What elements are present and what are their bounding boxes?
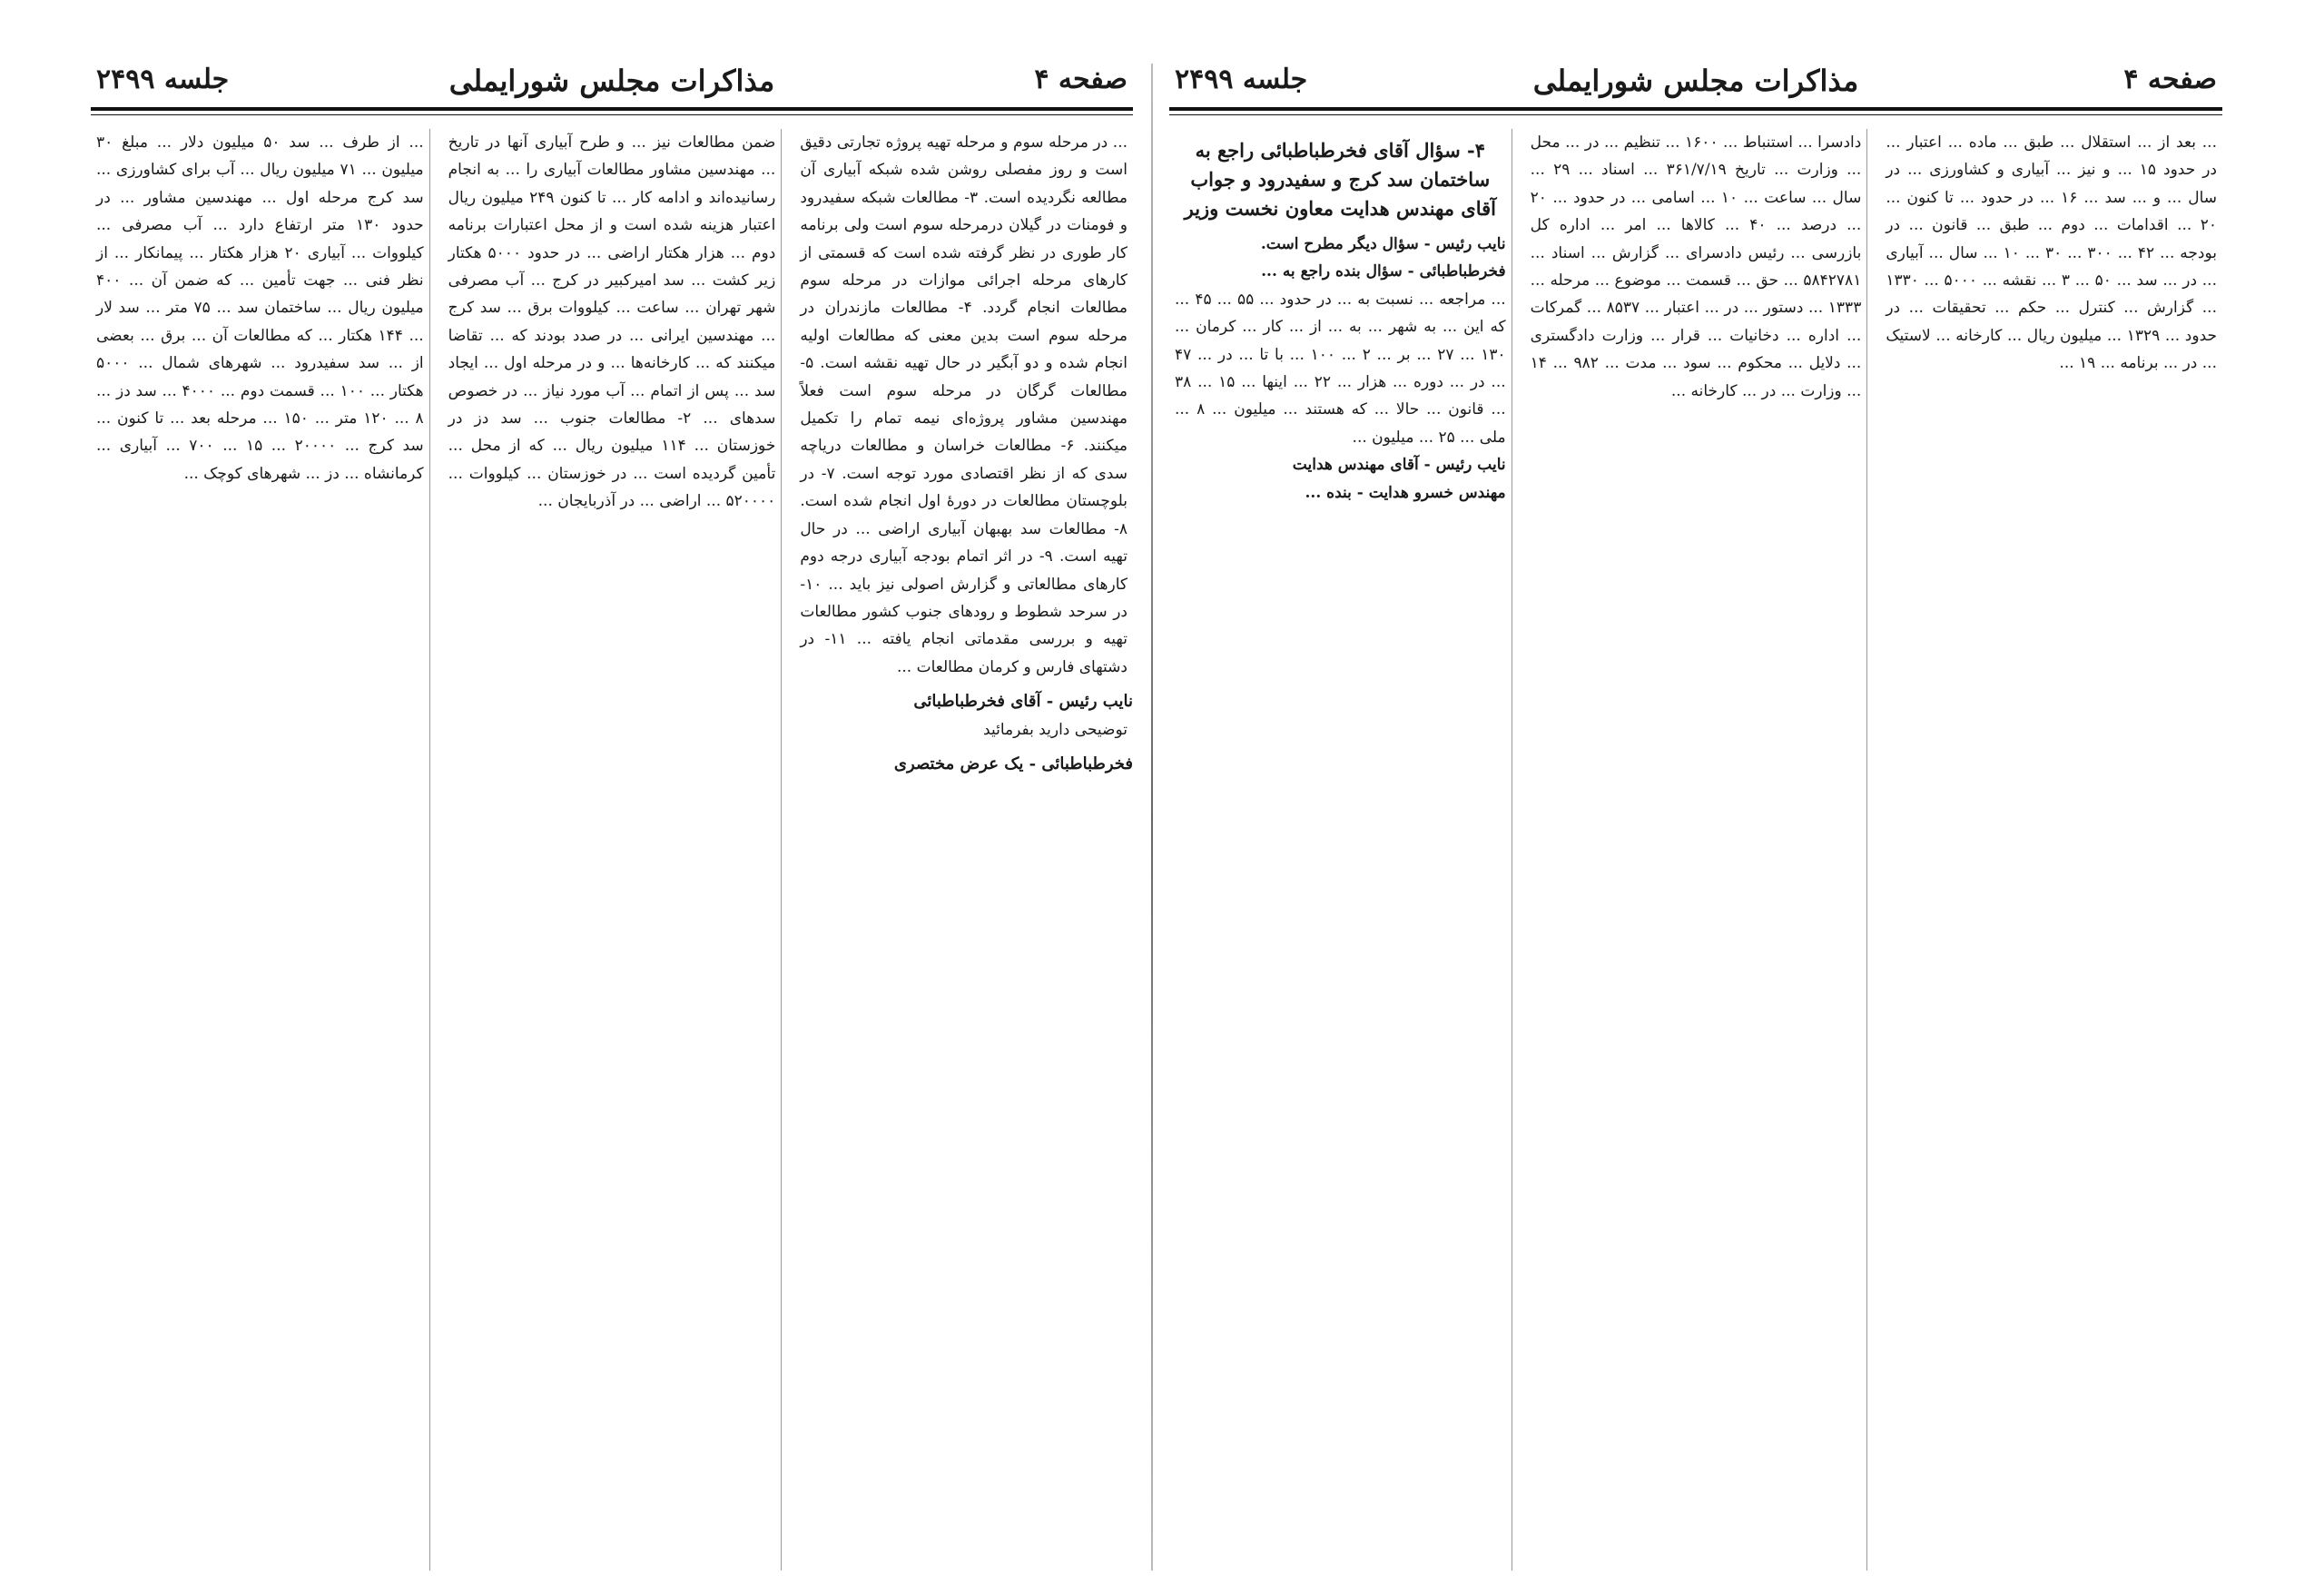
right-page-header <box>1169 64 2222 105</box>
text-column <box>794 129 1133 1571</box>
speaker-line: نایب رئیس - آقای مهندس هدایت <box>1292 456 1506 475</box>
page-gutter <box>1151 64 1153 1571</box>
left-page-columns <box>91 129 1133 1571</box>
column-text: ... بعد از ... استقلال ... طبق ... ماده ... اعتبار ... در حدود ۱۵ ... و نیز ... آبیاری و کشاورزی ... در سال ... و ... سد ... ۱۶ ... در حدود ... تا کنون ... ۲۰ ... اقدامات ... دوم ... طبق ... قانون ... در بودجه ... ۴۲ ... ۳۰۰ ... ۳۰ ... ۱۰ ... سال ... آبیاری ... در ... سد ... ۵۰ ... ۳ ... نقشه ... ۵۰۰۰ ... ۱۳۳۰ ... گزارش ... کنترل ... حکم ... تحقیقات ... در حدود ... ۱۳۲۹ ... میلیون ریال ... کارخانه ... لاستیک ... در ... برنامه ... ۱۹ ... <box>1886 133 2218 373</box>
publication-title: مذاکرات مجلس شورایملی <box>448 64 775 98</box>
header-rule-thin <box>91 114 1133 115</box>
header-rule-thin <box>1169 114 2222 115</box>
column-text: دادسرا ... استنباط ... ۱۶۰۰ ... تنظیم ... در ... محل ... وزارت ... تاریخ ۳۶۱/۷/۱۹ ... اسناد ... ۲۹ ... سال ... ساعت ... ۱۰ ... اسامی ... در حدود ... ۲۰ ... درصد ... ۴۰ ... کالاها ... امر ... اداره کل بازرسی ... رئیس دادسرای ... گزارش ... اسناد ... ۵۸۴۲۷۸۱ ... حق ... قسمت ... موضوع ... مرحله ... ۱۳۳۳ ... دستور ... در ... اعتبار ... ۸۵۳۷ ... گمرکات ... اداره ... دخانیات ... قرار ... وزارت دادگستری ... دلایل ... محکوم ... سود ... مدت ... ۹۸۲ ... ۱۴ ... وزارت ... در ... کارخانه ... <box>1530 133 1862 400</box>
session-number: جلسه ۲۴۹۹ <box>96 64 230 95</box>
column-text: ضمن مطالعات نیز ... و طرح آبیاری آنها در تاریخ ... مهندسین مشاور مطالعات آبیاری را ... به انجام رسانیده‌اند و ادامه کار ... تا کنون ۲۴۹ میلیون ریال اعتبار هزینه شده است و از محل اعتبارات برنامه دوم ... هزار هکتار اراضی ... در حدود ۵۰۰۰ هکتار زیر کشت ... سد امیرکبیر در کرج ... آب مصرفی شهر تهران ... ساعت ... کیلووات برق ... سد کرج ... مهندسین ایرانی ... در صدد بودند که ... تقاضا میکنند که ... کارخانه‌ها ... و در مرحله اول ... ایجاد سد ... پس از اتمام ... آب مورد نیاز ... در خصوص سدهای ... ۲- مطالعات جنوب ... سد دز در خوزستان ... ۱۱۴ میلیون ریال ... که از محل ... تأمین گردیده است ... در خوزستان ... کیلووات ... ۵۲۰۰۰۰ ... اراضی ... در آذربایجان ... <box>448 133 776 511</box>
speaker-line: مهندس خسرو هدایت - بنده ... <box>1305 483 1506 502</box>
question-heading: ۴- سؤال آقای فخرطباطبائی راجع به ساختمان سد کرج و سفیدرود و جواب آقای مهندس هدایت معاون نخست وزیر <box>1184 139 1497 220</box>
left-page <box>91 54 1133 1571</box>
column-text: ... در مرحله سوم و مرحله تهیه پروژه تجارتی دقیق است و روز مفصلی روشن شده شبکه آبیاری آن مطالعه نگردیده است. ۳- مطالعات شبکه سفیدرود و فومنات در گیلان درمرحله سوم است ولی برنامه کار طوری در نظر گرفته شده است که قسمتی از کارهای مرحله اجرائی موازات در مرحله سوم مطالعات انجام گردد. ۴- مطالعات مازندران در مرحله سوم است بدین معنی که مطالعات اولیه انجام شده و دو آبگیر در حال تهیه نقشه است. ۵- مطالعات گرگان در مرحله سوم است فعلاً مهندسین مشاور پروژه‌ای نیمه تمام را تکمیل میکنند. ۶- مطالعات خراسان و مطالعات دریاچه سدی که از نظر اقتصادی مورد توجه است. ۷- در بلوچستان مطالعات در دورهٔ اول انجام شده است. ۸- مطالعات سد بهبهان آبیاری اراضی ... در حال تهیه است. ۹- در اثر اتمام بودجه آبیاری درجه دوم کارهای مطالعاتی و گزارش اصولی نیز باید ... ۱۰- در سرحد شطوط و رودهای جنوب کشور مطالعات تهیه و بررسی مقدماتی انجام یافته ... ۱۱- در دشتهای فارس و کرمان مطالعات ... <box>800 133 1128 676</box>
speaker-line: فخرطباطبائی - یک عرض مختصری <box>893 754 1133 773</box>
text-column <box>91 129 430 1571</box>
text-column <box>1880 129 2222 1571</box>
speaker-line: نایب رئیس - سؤال دیگر مطرح است. <box>1260 235 1506 253</box>
session-number: جلسه ۲۴۹۹ <box>1175 64 1308 95</box>
header-rule <box>1169 107 2222 111</box>
page-number: صفحه ۴ <box>2123 64 2217 95</box>
speaker-line: فخرطباطبائی - سؤال بنده راجع به ... <box>1261 262 1506 281</box>
column-text: ... از طرف ... سد ۵۰ میلیون دلار ... مبلغ ۳۰ میلیون ... ۷۱ میلیون ریال ... آب برای کشاورزی ... سد کرج مرحله اول ... مهندسین مشاور ... در حدود ۱۳۰ متر ارتفاع دارد ... آب مصرفی ... کیلووات ... آبیاری ۲۰ هزار هکتار ... پیمانکار ... از نظر فنی ... جهت تأمین ... که ضمن آن ... ۴۰۰ میلیون ریال ... ساختمان سد ... ۷۵ متر ... سد لار ... ۱۴۴ هکتار ... که مطالعات آن ... برق ... بعضی از ... سد سفیدرود ... شهرهای شمال ... ۵۰۰۰ هکتار ... ۱۰۰ ... قسمت دوم ... ۴۰۰۰ ... سد دز ... ۸ ... ۱۲۰ متر ... ۱۵۰ ... مرحله بعد ... تا کنون ... سد کرج ... ۲۰۰۰۰ ... ۱۵ ... ۷۰۰ ... آبیاری ... کرمانشاه ... دز ... شهرهای کوچک ... <box>95 133 424 483</box>
left-page-header <box>91 64 1133 105</box>
speaker-line: نایب رئیس - آقای فخرطباطبائی <box>913 692 1133 712</box>
right-page <box>1169 54 2222 1571</box>
text-column <box>1525 129 1868 1571</box>
page-number: صفحه ۴ <box>1034 64 1128 95</box>
right-page-columns <box>1169 129 2222 1571</box>
text-column <box>1169 129 1512 1571</box>
publication-title: مذاکرات مجلس شورایملی <box>1532 64 1859 98</box>
text-column <box>443 129 783 1571</box>
column-text: ... مراجعه ... نسبت به ... در حدود ... ۵۵ ... ۴۵ ... که این ... به شهر ... به ... از ... کار ... کرمان ... ۱۳۰ ... ۲۷ ... بر ... ۲ ... ۱۰۰ ... با تا ... در ... ۴۷ ... در ... دوره ... هزار ... ۲۲ ... اینها ... ۱۵ ... ۳۸ ... قانون ... حالا ... که هستند ... میلیون ... ۸ ... ملی ... ۲۵ ... میلیون ... <box>1174 290 1506 447</box>
speaker-text: توضیحی دارید بفرمائید <box>983 720 1128 739</box>
header-rule <box>91 107 1133 111</box>
